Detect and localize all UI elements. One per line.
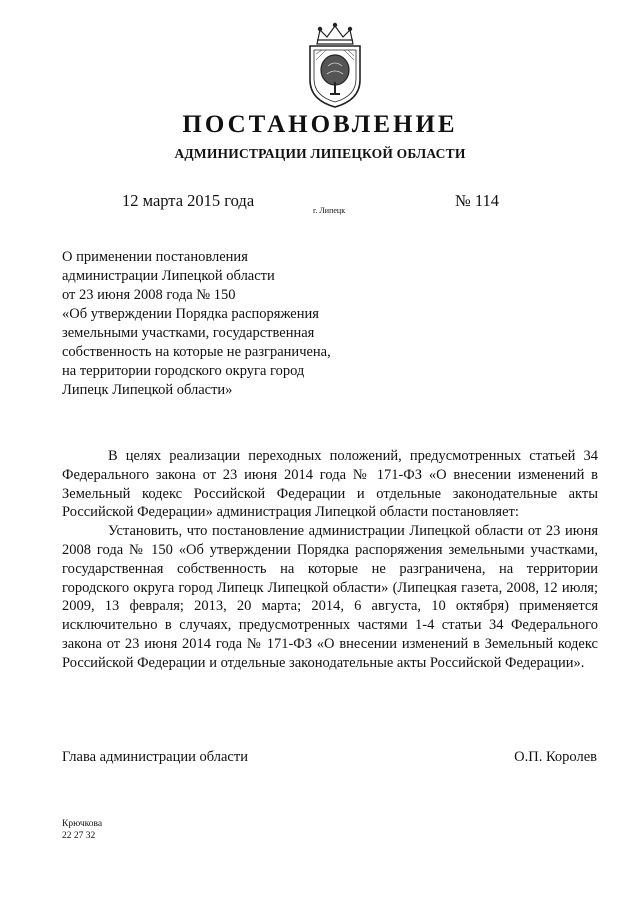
executor-block bbox=[62, 818, 102, 842]
executor-phone: 22 27 32 bbox=[62, 831, 96, 841]
document-title: ПОСТАНОВЛЕНИЕ bbox=[182, 111, 458, 138]
signatory-name: О.П. Королев bbox=[514, 749, 597, 765]
body-paragraph: Установить, что постановление администрации Липецкой области от 23 июня 2008 года № 150 «Об утверждении Порядка распоряжения земельными участками, государственная собственность на которые не разграничена, на территории городского округа город Липецк Липецкой области» (Липецкая газета, 2008, 12 июля; 2009, 13 февраля; 2013, 20 марта; 2014, 6 августа, 10 октября) применяется исключительно в случаях, предусмотренных частями 1-4 статьи 34 Федерального закона от 23 июня 2014 года № 171-ФЗ «О внесении изменений в Земельный кодекс Российской Федерации и отдельные законодательные акты Российской Федерации». bbox=[62, 523, 598, 671]
body-paragraph: В целях реализации переходных положений, предусмотренных статьей 34 Федерального закона от 23 июня 2014 года № 171-ФЗ «О внесении изменений в Земельный кодекс Российской Федерации и отдельные законодательные акты Российской Федерации» администрация Липецкой области постановляет: bbox=[62, 448, 598, 521]
document-body bbox=[62, 447, 598, 673]
subject-line: земельными участками, государственная bbox=[62, 325, 315, 341]
subject-line: О применении постановления bbox=[62, 249, 248, 265]
subject-line: администрации Липецкой области bbox=[62, 268, 275, 284]
signatory-position: Глава администрации области bbox=[62, 749, 248, 765]
executor-name: Крючкова bbox=[62, 819, 103, 829]
document-date: 12 марта 2015 года bbox=[122, 191, 255, 210]
issuing-authority: АДМИНИСТРАЦИИ ЛИПЕЦКОЙ ОБЛАСТИ bbox=[174, 146, 466, 161]
subject-line: «Об утверждении Порядка распоряжения bbox=[62, 306, 319, 322]
document-city: г. Липецк bbox=[313, 206, 346, 215]
subject-line: на территории городского округа город bbox=[62, 363, 305, 379]
document-number: № 114 bbox=[455, 191, 500, 210]
subject-line: собственность на которые не разграничена, bbox=[62, 344, 331, 360]
subject-line: Липецк Липецкой области» bbox=[62, 382, 233, 398]
document-subject bbox=[62, 248, 362, 400]
subject-line: от 23 июня 2008 года № 150 bbox=[62, 287, 236, 303]
coat-of-arms-icon bbox=[300, 22, 370, 110]
